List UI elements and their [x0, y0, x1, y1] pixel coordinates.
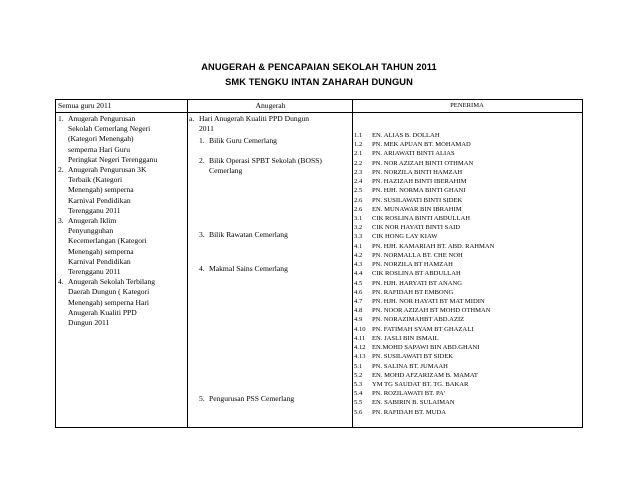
document-title: ANUGERAH & PENCAPAIAN SEKOLAH TAHUN 2011 — [201, 62, 437, 72]
award-line: Cemerlang — [209, 166, 243, 176]
award-text — [209, 230, 288, 240]
header-divider — [56, 112, 582, 113]
recipient-name: PN. RAFIDAH BT EMBONG — [372, 288, 454, 296]
category-line: Peringkat Negeri Terengganu — [68, 154, 158, 164]
school-name: SMK TENGKU INTAN ZAHARAH DUNGUN — [225, 77, 413, 87]
award-number: 3. — [199, 230, 205, 239]
recipient-name: PN. FATIMAH SYAM BT GHAZALI — [372, 325, 474, 333]
category-number: 4. — [58, 277, 64, 287]
recipient-name: YM TG SAUDAT BT. TG. BAKAR — [372, 380, 469, 388]
award-text — [209, 136, 277, 146]
recipient-name: EN. ALIAS B. DOLLAH — [372, 132, 440, 139]
recipient-number: 2.6 — [354, 205, 363, 213]
recipient-number: 4.4 — [354, 270, 363, 278]
award-text — [209, 264, 288, 274]
award-line: Bilik Operasi SPBT Sekolah (BOSS) — [209, 156, 322, 165]
award-text — [209, 394, 294, 404]
award-line: Makmal Sains Cemerlang — [209, 264, 288, 273]
column-divider — [352, 100, 353, 427]
recipient-number: 1.2 — [354, 141, 363, 149]
recipient-name: EN. MUNAWAR BIN IBRAHIM — [372, 205, 462, 213]
recipient-name: PN. NORAZIMAHBT ABD.AZIZ — [372, 316, 465, 324]
recipient-name: PN. HJH. KAMARIAH BT. ABD. RAHMAN — [372, 242, 495, 250]
category-line: Dungun 2011 — [68, 318, 110, 328]
category-text — [68, 216, 186, 277]
category-number: 3. — [58, 216, 64, 226]
recipient-number: 4.3 — [354, 261, 363, 269]
recipient-name: PN. HJH. NORMA BINTI GHANI — [372, 187, 466, 195]
recipient-name: EN. SABIRIN B. SULAIMAN — [372, 399, 455, 407]
recipient-number: 4.12 — [354, 344, 366, 352]
category-line: (Kategori Menengah) — [68, 134, 134, 144]
recipient-number: 4.8 — [354, 307, 363, 315]
recipient-number: 2.5 — [354, 187, 363, 195]
recipient-number: 5.3 — [354, 380, 363, 388]
category-line: Terengganu 2011 — [68, 205, 121, 215]
recipient-number: 5.1 — [354, 362, 363, 370]
award-number: 4. — [199, 264, 205, 273]
recipient-name: PN. SUSILAWATI BT SIDEK — [372, 353, 454, 361]
category-item — [58, 277, 186, 328]
recipient-number: 5.4 — [354, 390, 363, 398]
recipient-name: PN. HAZIZAH BINTI IBERAHIM — [372, 178, 467, 186]
category-line: Terbaik (Kategori — [68, 175, 123, 185]
recipient-number: 3.1 — [354, 214, 363, 222]
recipient-number: 3.2 — [354, 224, 363, 232]
award-line: Bilik Rawatan Cemerlang — [209, 230, 288, 239]
category-line: Anugerah Pengurusan 3K — [68, 165, 147, 175]
recipient-name: CIK ROSLINA BINTI ABDULLAH — [372, 214, 470, 222]
category-text — [68, 277, 186, 328]
recipient-name: PN. ROZILAWATI BT. PA' — [372, 390, 446, 398]
recipient-name: EN. MOHD AFZARIZAM B. MAMAT — [372, 371, 478, 379]
award-item — [199, 156, 352, 176]
category-text — [68, 165, 186, 216]
recipient-name: PN. NORZILA BT HAMZAH — [372, 261, 453, 269]
award-line: 2011 — [199, 124, 214, 134]
recipient-number: 5.2 — [354, 371, 363, 379]
recipient-number: 2.3 — [354, 168, 363, 176]
category-line: Daerah Dungun ( Kategori — [68, 287, 150, 297]
header-recipient: PENERIMA — [450, 102, 484, 109]
category-item — [58, 114, 186, 165]
recipient-number: 4.13 — [354, 353, 366, 361]
recipient-name: PN. RAFIDAH BT. MUDA — [372, 408, 447, 416]
recipient-name: PN. NOR AZIZAH BINTI OTHMAN — [372, 159, 474, 167]
column-divider — [187, 100, 188, 427]
award-number: a. — [189, 114, 195, 123]
category-number: 1. — [58, 114, 64, 123]
recipient-name: PN. NORZILA BINTI HAMZAH — [372, 168, 463, 176]
award-item — [199, 230, 352, 240]
recipient-name: PN. SUSILAWATI BINTI SIDEK — [372, 196, 463, 204]
header-award: Anugerah — [255, 101, 286, 110]
recipient-name: CIK ROSLINA BT ABDULLAH — [372, 270, 461, 278]
recipient-name: CIK NOR HAYATI BINTI SAID — [372, 224, 461, 232]
recipient-name: PN. NOOR AZIZAH BT MOHD OTHMAN — [372, 307, 491, 315]
category-line: Karnival Pendidikan — [68, 256, 131, 266]
recipient-number: 2.1 — [354, 150, 363, 158]
recipient-name: PN. HJH. HARYATI BT ANANG — [372, 279, 463, 287]
category-item — [58, 165, 186, 216]
award-item — [199, 264, 352, 274]
recipient-name: PN. MEK APUAN BT. MOHAMAD — [372, 141, 471, 149]
recipient-number: 2.6 — [354, 196, 363, 204]
category-line: Anugerah Pengurusan — [68, 114, 136, 123]
recipient-row — [354, 408, 582, 418]
recipient-number: 5.5 — [354, 399, 363, 407]
recipient-number: 4.6 — [354, 288, 363, 296]
award-line: Hari Anugerah Kualiti PPD Dungun — [199, 114, 310, 123]
category-line: semperna Hari Guru — [68, 144, 130, 154]
category-line: Menengah) semperna — [68, 185, 134, 195]
category-item — [58, 216, 186, 277]
category-line: Sekolah Cemerlang Negeri — [68, 124, 151, 134]
award-text — [199, 114, 309, 134]
award-number: 2. — [199, 156, 205, 165]
award-item — [199, 136, 352, 146]
recipient-number: 2.2 — [354, 159, 363, 167]
recipient-name: PN. SALINA BT. JUMAAH — [372, 362, 448, 370]
recipient-number: 4.5 — [354, 279, 363, 287]
category-line: Karnival Pendidikan — [68, 195, 131, 205]
recipient-number: 4.1 — [354, 242, 363, 250]
recipient-number: 4.10 — [354, 325, 366, 333]
award-number: 1. — [199, 136, 205, 145]
category-line: Anugerah Iklim — [68, 216, 117, 226]
category-text — [68, 114, 186, 165]
award-number: 5. — [199, 394, 205, 403]
award-item — [199, 394, 352, 404]
award-main — [189, 114, 352, 134]
recipient-number: 5.6 — [354, 408, 363, 416]
category-list — [58, 114, 186, 328]
category-line: Kecemerlangan (Kategori — [68, 236, 147, 246]
category-number: 2. — [58, 165, 64, 175]
recipient-name: EN. JASLI BIN ISMAIL — [372, 334, 439, 342]
award-line: Bilik Guru Cemerlang — [209, 136, 277, 145]
category-line: Penyungguhan — [68, 226, 114, 236]
category-line: Anugerah Kualiti PPD — [68, 307, 137, 317]
category-line: Anugerah Sekolah Terbilang — [68, 277, 156, 287]
recipient-number: 4.11 — [354, 334, 366, 342]
recipient-name: EN.MOHD SAPAWI BIN ABD.GHANI — [372, 344, 480, 352]
recipient-number: 2.4 — [354, 178, 363, 186]
recipient-number: 4.2 — [354, 251, 363, 259]
header-category: Semua guru 2011 — [58, 101, 112, 110]
recipient-name: PN. ARIAWATI BINTI ALIAS — [372, 150, 455, 158]
category-line: Menengah) semperna Hari — [68, 297, 149, 307]
recipient-name: CIK HONG LAY KIAW — [372, 233, 438, 241]
recipient-number: 4.9 — [354, 316, 363, 324]
category-line: Terengganu 2011 — [68, 267, 121, 277]
recipient-name: PN. NORMALLA BT. CHE NOH — [372, 251, 463, 259]
award-text — [209, 156, 322, 176]
award-line: Pengurusan PSS Cemerlang — [209, 394, 295, 403]
recipient-number: 4.7 — [354, 297, 363, 305]
awards-table — [55, 99, 583, 428]
recipient-name: PN. HJH. NOR HAYATI BT MAT MIDIN — [372, 297, 485, 305]
recipient-number: 3.3 — [354, 233, 363, 241]
recipient-number: 1.1 — [354, 132, 363, 139]
category-line: Menengah) semperna — [68, 246, 134, 256]
